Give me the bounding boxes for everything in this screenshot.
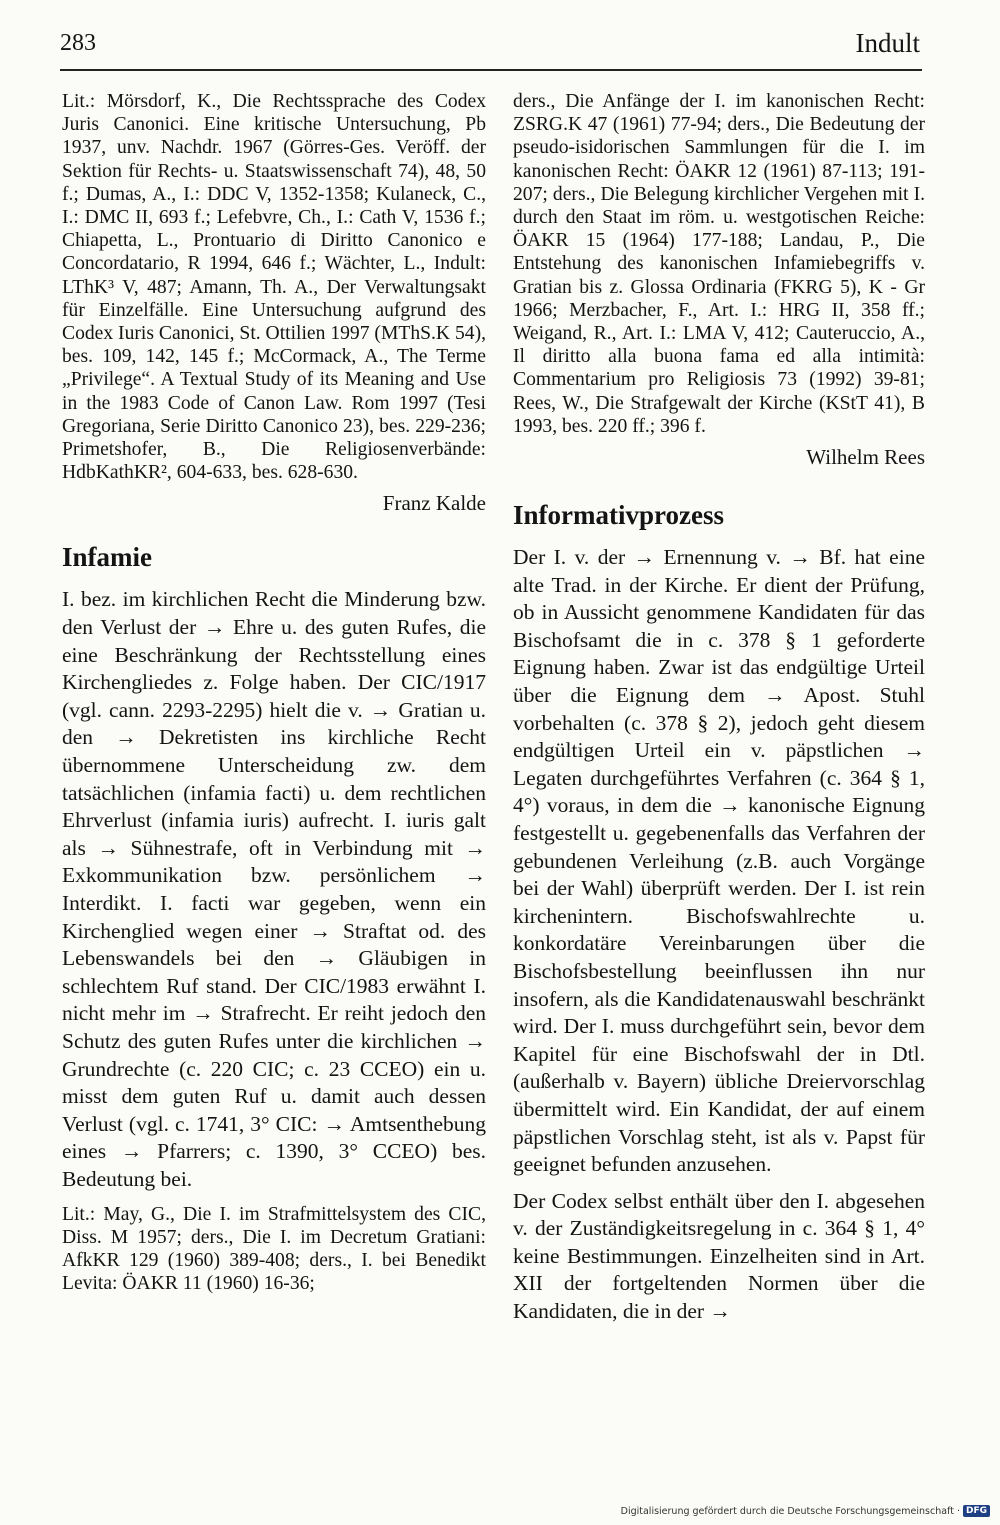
page-number: 283 [60,30,96,56]
author-infamie: Wilhelm Rees [806,445,925,470]
article-heading-informativprozess: Informativprozess [513,500,724,531]
dfg-logo: DFG [963,1505,990,1517]
article-body-infamie: I. bez. im kirchlichen Recht die Minderung bzw. den Verlust der → Ehre u. des guten Rufes, die eine Beschränkung der Rechtsstellung eines Kirchengliedes z. Folge haben. Der CIC/1917 (vgl. cann. 2293-2295) hielt die v. → Gratian u. den → Dekretisten ins kirchliche Recht übernommene Unterscheidung zw. dem tatsächlichen (infamia facti) u. dem rechtlichen Ehrverlust (infamia iuris) aufrecht. I. iuris galt als → Sühnestrafe, oft in Verbindung mit → Exkommunikation bzw. persönlichem → Interdikt. I. facti war gegeben, wenn ein Kirchenglied wegen einer → Straftat od. des Lebenswandels bei den → Gläubigen in schlechtem Ruf stand. Der CIC/1983 erwähnt I. nicht mehr im → Strafrecht. Er reiht jedoch den Schutz des guten Rufes unter die kirchlichen → Grundrechte (c. 220 CIC; c. 23 CCEO) ein u. misst dem guten Ruf u. damit auch dessen Verlust (vgl. c. 1741, 3° CIC: → Amtsenthebung eines → Pfarrers; c. 1390, 3° CCEO) bes. Bedeutung bei. [62,587,486,1191]
right-column [513,90,925,1326]
literature-infamie: Lit.: May, G., Die I. im Strafmittelsystem des CIC, Diss. M 1957; ders., Die I. im Decretum Gratiani: AfkKR 129 (1960) 389-408; ders., I. bei Benedikt Levita: ÖAKR 11 (1960) 16-36; [62,1203,486,1295]
digitization-credit [621,1505,990,1517]
left-column [62,90,486,1295]
article-body-informativprozess-2: Der Codex selbst enthält über den I. abgesehen v. der Zuständigkeitsregelung in c. 364 § 1, 4° keine Bestimmungen. Einzelheiten sind in Art. XII der fortgeltenden Normen über die Kandidaten, die in der → [513,1188,925,1324]
article-body-informativprozess: Der I. v. der → Ernennung v. → Bf. hat eine alte Trad. in der Kirche. Er dient der Prüfung, ob in Aussicht genommene Kandidaten für das Bischofsamt die in c. 378 § 1 geforderte Eignung haben. Zwar ist das endgültige Urteil über die Eignung dem → Apost. Stuhl vorbehalten (c. 378 § 2), jedoch geht diesem endgültigen Urteil ein v. päpstlichen → Legaten durchgeführtes Verfahren (c. 364 § 1, 4°) voraus, in dem die → kanonische Eignung festgestellt u. gegebenenfalls das Verfahren der gebundenen Verleihung (z.B. auch Vorgänge bei der Wahl) überprüft werden. Der I. ist rein kirchenintern. Bischofswahlrechte u. konkordatäre Vereinbarungen über die Bischofsbestellung beeinflussen ihn nur insofern, als die Kandidatenauswahl beschränkt wird. Der I. muss durchgeführt sein, bevor dem Kapitel für eine Bischofswahl der in Dtl. (außerhalb v. Bayern) übliche Dreiervorschlag übermittelt wird. Ein Kandidat, der auf einem päpstlichen Vorschlag steht, ist als v. Papst für geeignet befunden anzusehen. [513,545,925,1177]
literature-infamie-continued: ders., Die Anfänge der I. im kanonischen Recht: ZSRG.K 47 (1961) 77-94; ders., Die Bedeutung der pseudo-isidorischen Sammlungen für die I. im kanonischen Recht: ÖAKR 12 (1961) 87-113; 191-207; ders., Die Belegung kirchlicher Vergehen mit I. durch den Staat im röm. u. westgotischen Reiche: ÖAKR 15 (1964) 177-188; Landau, P., Die Entstehung des kanonischen Infamiebegriffs v. Gratian bis z. Glossa Ordinaria (FKRG 5), K - Gr 1966; Merzbacher, F., Art. I.: HRG II, 358 ff.; Weigand, R., Art. I.: LMA V, 412; Cauteruccio, A., Il diritto alla buona fama ed alla intimità: Commentarium pro Religiosis 73 (1992) 39-81; Rees, W., Die Strafgewalt der Kirche (KStT 41), B 1993, bes. 220 ff.; 396 f. [513,91,925,437]
author-indult: Franz Kalde [382,491,486,516]
running-head: Indult [855,28,920,58]
header-rule [60,69,922,71]
literature-indult: Lit.: Mörsdorf, K., Die Rechtssprache des Codex Juris Canonici. Eine kritische Untersuchung, Pb 1937, unv. Nachdr. 1967 (Görres-Ges. Veröff. der Sektion für Rechts- u. Staatswissenschaft 74), 48, 50 f.; Dumas, A., I.: DDC V, 1352-1358; Kulaneck, C., I.: DMC II, 693 f.; Lefebvre, Ch., I.: Cath V, 1536 f.; Chiapetta, L., Prontuario di Diritto Canonico e Concordatario, R 1994, 646 f.; Wächter, L., Indult: LThK³ V, 487; Amann, Th. A., Der Verwaltungsakt für Einzelfälle. Eine Untersuchung aufgrund des Codex Iuris Canonici, St. Ottilien 1997 (MThS.K 54), bes. 109, 142, 145 f.; McCormack, A., The Terme „Privilege“. A Textual Study of its Meaning and Use in the 1983 Code of Canon Law. Rom 1997 (Tesi Gregoriana, Serie Diritto Canonico 23), bes. 229-236; Primetshofer, B., Die Religiosenverbände: HdbKathKR², 604-633, bes. 628-630. [62,91,486,484]
article-heading-infamie: Infamie [62,542,152,573]
credit-text: Digitalisierung gefördert durch die Deutsche Forschungsgemeinschaft · [620,1505,960,1517]
